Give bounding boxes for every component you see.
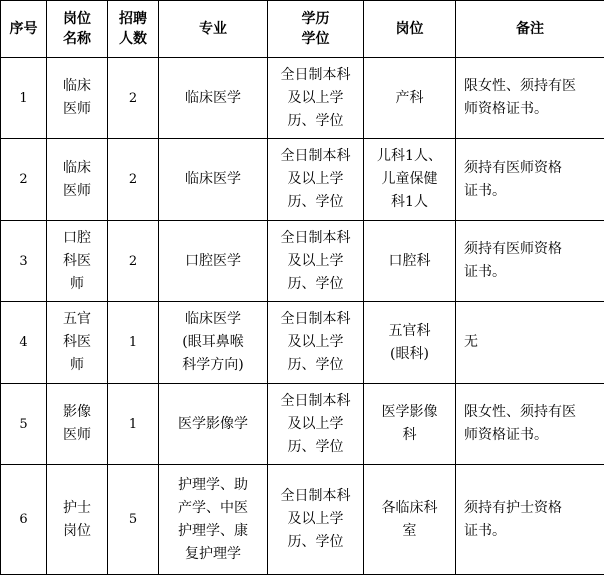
cell-notes: 须持有医师资格 证书。	[456, 220, 604, 301]
cell-education: 全日制本科 及以上学 历、学位	[268, 383, 364, 464]
cell-position-name: 口腔 科医 师	[47, 220, 108, 301]
cell-notes: 限女性、须持有医 师资格证书。	[456, 58, 604, 139]
table-row	[1, 302, 604, 383]
cell-headcount: 2	[108, 139, 159, 220]
cell-headcount: 1	[108, 383, 159, 464]
header-position-name: 岗位 名称	[47, 1, 108, 58]
cell-major: 临床医学	[159, 58, 268, 139]
header-headcount: 招聘 人数	[108, 1, 159, 58]
cell-education: 全日制本科 及以上学 历、学位	[268, 302, 364, 383]
cell-position-name: 临床 医师	[47, 139, 108, 220]
cell-major: 护理学、助 产学、中医 护理学、康 复护理学	[159, 465, 268, 575]
cell-education: 全日制本科 及以上学 历、学位	[268, 139, 364, 220]
cell-education: 全日制本科 及以上学 历、学位	[268, 220, 364, 301]
cell-serial: 3	[1, 220, 47, 301]
cell-notes: 无	[456, 302, 604, 383]
table-row	[1, 58, 604, 139]
cell-notes: 限女性、须持有医 师资格证书。	[456, 383, 604, 464]
header-serial: 序号	[1, 1, 47, 58]
table-row	[1, 139, 604, 220]
cell-serial: 2	[1, 139, 47, 220]
cell-post: 产科	[364, 58, 456, 139]
table-row	[1, 465, 604, 575]
cell-major: 临床医学 (眼耳鼻喉 科学方向)	[159, 302, 268, 383]
header-education: 学历 学位	[268, 1, 364, 58]
cell-headcount: 2	[108, 220, 159, 301]
cell-post: 儿科1人、 儿童保健 科1人	[364, 139, 456, 220]
cell-position-name: 护士 岗位	[47, 465, 108, 575]
cell-major: 医学影像学	[159, 383, 268, 464]
cell-post: 各临床科 室	[364, 465, 456, 575]
table-row	[1, 220, 604, 301]
cell-education: 全日制本科 及以上学 历、学位	[268, 58, 364, 139]
cell-position-name: 五官 科医 师	[47, 302, 108, 383]
cell-post: 口腔科	[364, 220, 456, 301]
cell-position-name: 临床 医师	[47, 58, 108, 139]
cell-headcount: 2	[108, 58, 159, 139]
cell-education: 全日制本科 及以上学 历、学位	[268, 465, 364, 575]
cell-serial: 1	[1, 58, 47, 139]
header-major: 专业	[159, 1, 268, 58]
cell-serial: 5	[1, 383, 47, 464]
cell-post: 医学影像 科	[364, 383, 456, 464]
table-row	[1, 383, 604, 464]
cell-post: 五官科 (眼科)	[364, 302, 456, 383]
cell-notes: 须持有护士资格 证书。	[456, 465, 604, 575]
cell-major: 口腔医学	[159, 220, 268, 301]
cell-position-name: 影像 医师	[47, 383, 108, 464]
header-notes: 备注	[456, 1, 604, 58]
header-post: 岗位	[364, 1, 456, 58]
cell-major: 临床医学	[159, 139, 268, 220]
cell-headcount: 5	[108, 465, 159, 575]
cell-notes: 须持有医师资格 证书。	[456, 139, 604, 220]
cell-serial: 6	[1, 465, 47, 575]
header-row	[1, 1, 604, 58]
cell-headcount: 1	[108, 302, 159, 383]
cell-serial: 4	[1, 302, 47, 383]
